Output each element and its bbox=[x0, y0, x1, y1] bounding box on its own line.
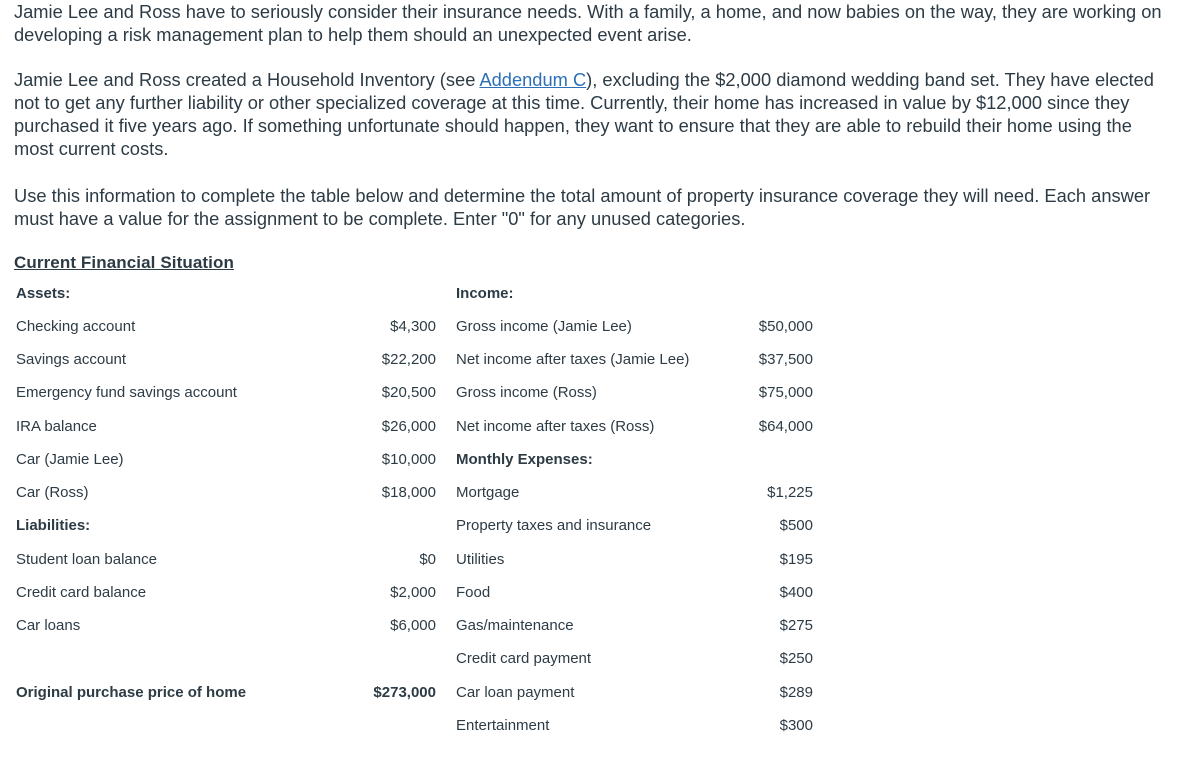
expense-label: Property taxes and insurance bbox=[456, 517, 652, 534]
asset-label: IRA balance bbox=[16, 418, 97, 435]
addendum-c-link[interactable]: Addendum C bbox=[479, 69, 587, 90]
asset-value: $22,200 bbox=[381, 351, 436, 368]
expense-value: $289 bbox=[779, 684, 813, 701]
asset-value: $4,300 bbox=[390, 318, 436, 335]
expense-value: $275 bbox=[779, 617, 813, 634]
intro-paragraph-1: Jamie Lee and Ross have to seriously consider their insurance needs. With a family, a home, and now babies on the way, they are working on developing a risk management plan to help them should an unexpected event arise. bbox=[14, 1, 1162, 45]
expense-label: Food bbox=[456, 584, 491, 601]
intro-paragraph-2 bbox=[14, 68, 1174, 160]
income-header: Income: bbox=[456, 285, 514, 302]
income-value: $75,000 bbox=[758, 384, 813, 401]
liabilities-header: Liabilities: bbox=[16, 517, 91, 534]
home-price-label: Original purchase price of home bbox=[16, 684, 247, 701]
income-label: Gross income (Jamie Lee) bbox=[456, 318, 632, 335]
p2-text-after: ), excluding the $2,000 diamond wedding band set. They have elected not to get any further liability or other specialized coverage at this time. Currently, their home has increased in value by $12,000 since they purchased it five years ago. If something unfortunate should happen, they want to ensure that they are able to rebuild their home using the most current costs. bbox=[14, 69, 1154, 159]
income-label: Gross income (Ross) bbox=[456, 384, 597, 401]
asset-value: $20,500 bbox=[381, 384, 436, 401]
asset-value: $26,000 bbox=[381, 418, 436, 435]
liability-value: $6,000 bbox=[390, 617, 436, 634]
expense-label: Utilities bbox=[456, 551, 505, 568]
expense-label: Entertainment bbox=[456, 717, 550, 734]
income-value: $37,500 bbox=[758, 351, 813, 368]
liability-label: Student loan balance bbox=[16, 551, 157, 568]
section-title: Current Financial Situation bbox=[14, 253, 234, 272]
liability-value: $2,000 bbox=[390, 584, 436, 601]
expense-value: $400 bbox=[779, 584, 813, 601]
liability-label: Credit card balance bbox=[16, 584, 147, 601]
income-value: $64,000 bbox=[758, 418, 813, 435]
assets-header: Assets: bbox=[16, 285, 71, 302]
income-label: Net income after taxes (Jamie Lee) bbox=[456, 351, 690, 368]
income-label: Net income after taxes (Ross) bbox=[456, 418, 655, 435]
expense-label: Car loan payment bbox=[456, 684, 575, 701]
expense-value: $195 bbox=[779, 551, 813, 568]
expense-label: Credit card payment bbox=[456, 650, 592, 667]
asset-value: $10,000 bbox=[381, 451, 436, 468]
expense-value: $250 bbox=[779, 650, 813, 667]
liability-value: $0 bbox=[419, 551, 436, 568]
expense-value: $500 bbox=[779, 517, 813, 534]
liability-label: Car loans bbox=[16, 617, 81, 634]
expense-value: $1,225 bbox=[767, 484, 813, 501]
asset-value: $18,000 bbox=[381, 484, 436, 501]
expense-value: $300 bbox=[779, 717, 813, 734]
asset-label: Car (Jamie Lee) bbox=[16, 451, 124, 468]
expense-label: Mortgage bbox=[456, 484, 520, 501]
asset-label: Savings account bbox=[16, 351, 127, 368]
intro-paragraph-3: Use this information to complete the table below and determine the total amount of property insurance coverage they will need. Each answer must have a value for the assignment to be complete. Enter "0" for any unused categories. bbox=[14, 185, 1151, 229]
asset-label: Checking account bbox=[16, 318, 136, 335]
home-price-value: $273,000 bbox=[373, 684, 436, 701]
income-value: $50,000 bbox=[758, 318, 813, 335]
asset-label: Emergency fund savings account bbox=[16, 384, 237, 401]
p2-text-before: Jamie Lee and Ross created a Household Inventory (see bbox=[14, 69, 480, 90]
expense-label: Gas/maintenance bbox=[456, 617, 574, 634]
asset-label: Car (Ross) bbox=[16, 484, 89, 501]
monthly-expenses-header: Monthly Expenses: bbox=[456, 451, 593, 468]
